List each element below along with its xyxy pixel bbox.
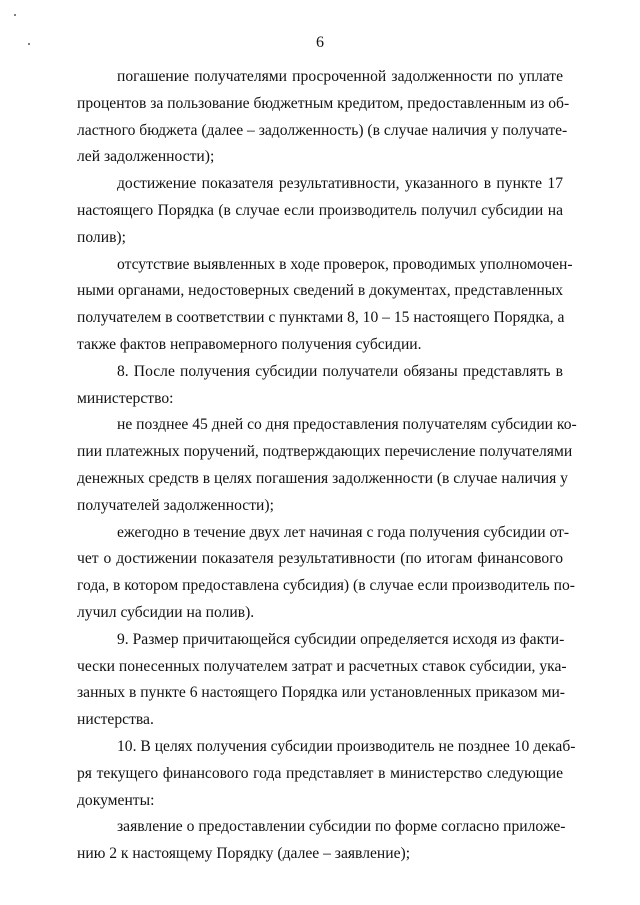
text-line: года, в котором предоставлена субсидия) (в случае если производитель по- bbox=[77, 577, 575, 595]
text-line: процентов за пользование бюджетным кредитом, предоставленным из об- bbox=[77, 94, 570, 112]
paragraph bbox=[77, 627, 567, 734]
text-line: лучил субсидии на полив). bbox=[77, 603, 255, 621]
text-line: ря текущего финансового года представляет в министерство следующие bbox=[77, 764, 563, 782]
text-line: полив); bbox=[77, 228, 126, 246]
text-line: чески понесенных получателем затрат и расчетных ставок субсидии, ука- bbox=[77, 657, 567, 675]
text-line: 10. В целях получения субсидии производитель не позднее 10 декаб- bbox=[117, 737, 576, 755]
text-line: денежных средств в целях погашения задолженности (в случае наличия у bbox=[77, 469, 568, 487]
paragraph bbox=[77, 252, 573, 359]
text-line: также фактов неправомерного получения субсидии. bbox=[77, 335, 422, 353]
paragraph bbox=[77, 520, 575, 627]
scan-speck bbox=[14, 14, 16, 16]
text-line: ластного бюджета (далее – задолженность) (в случае наличия у получате- bbox=[77, 121, 568, 139]
text-line: получателей задолженности); bbox=[77, 496, 274, 514]
text-line: документы: bbox=[77, 791, 155, 809]
text-line: погашение получателями просроченной задолженности по уплате bbox=[117, 68, 563, 85]
paragraph bbox=[77, 814, 566, 868]
text-line: 9. Размер причитающейся субсидии определяется исходя из факти- bbox=[117, 630, 565, 648]
text-line: нию 2 к настоящему Порядку (далее – заявление); bbox=[77, 845, 411, 863]
paragraph bbox=[77, 64, 570, 171]
text-line: занных в пункте 6 настоящего Порядка или установленных приказом ми- bbox=[77, 684, 565, 702]
text-line: заявление о предоставлении субсидии по форме согласно приложе- bbox=[117, 818, 566, 836]
text-line: получателем в соответствии с пунктами 8, 10 – 15 настоящего Порядка, а bbox=[77, 309, 565, 327]
text-line: ежегодно в течение двух лет начиная с года получения субсидии от- bbox=[117, 523, 570, 541]
text-line: лей задолженности); bbox=[77, 148, 215, 166]
text-line: чет о достижении показателя результативности (по итогам финансового bbox=[77, 550, 563, 568]
text-line: ными органами, недостоверных сведений в документах, представленных bbox=[77, 282, 563, 300]
text-line: нистерства. bbox=[77, 711, 154, 729]
paragraph bbox=[77, 171, 563, 251]
text-line: 8. После получения субсидии получатели обязаны представлять в bbox=[117, 362, 563, 380]
text-line: не позднее 45 дней со дня предоставления получателям субсидии ко- bbox=[117, 416, 577, 434]
text-line: министерство: bbox=[77, 389, 174, 407]
paragraph bbox=[77, 359, 563, 413]
paragraph bbox=[77, 412, 577, 519]
page-number: 6 bbox=[316, 34, 324, 51]
text-line: пии платежных поручений, подтверждающих перечисление получателями bbox=[77, 443, 573, 461]
text-line: настоящего Порядка (в случае если производитель получил субсидии на bbox=[77, 201, 563, 219]
paragraph bbox=[77, 734, 576, 814]
text-line: достижение показателя результативности, указанного в пункте 17 bbox=[117, 175, 563, 193]
text-line: отсутствие выявленных в ходе проверок, проводимых уполномочен- bbox=[117, 255, 573, 273]
document-body bbox=[77, 64, 577, 868]
